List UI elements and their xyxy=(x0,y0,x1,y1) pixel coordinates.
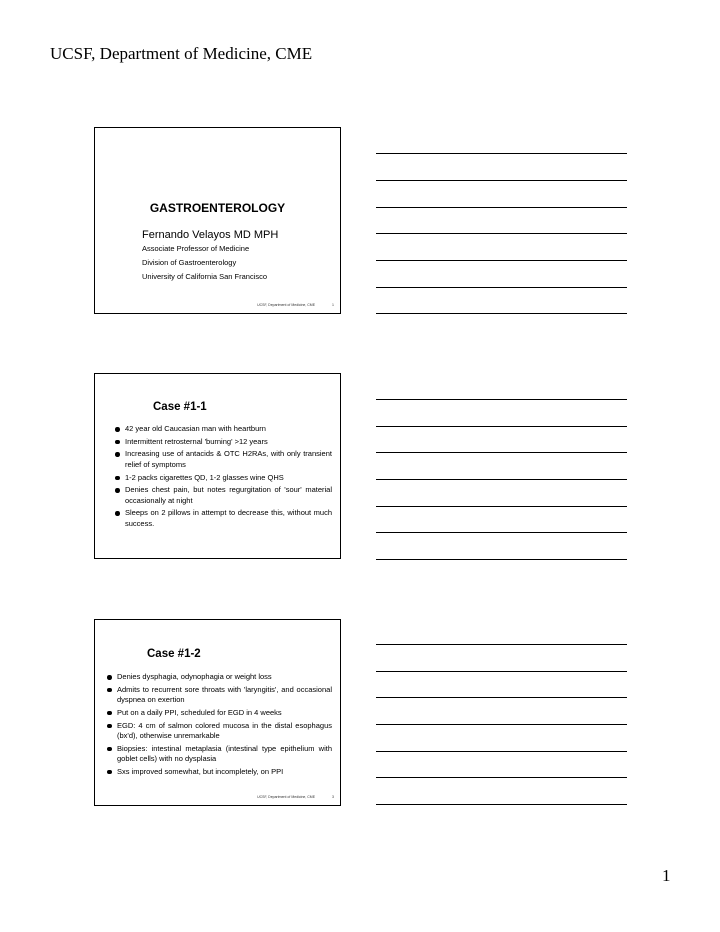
list-item xyxy=(115,508,332,529)
notes-line xyxy=(376,207,627,208)
slide-title: GASTROENTEROLOGY xyxy=(149,201,286,215)
slide-footer-text: UCSF, Department of Medicine, CME xyxy=(257,795,316,799)
notes-line xyxy=(376,532,627,533)
list-item xyxy=(115,424,332,435)
notes-line xyxy=(376,804,627,805)
notes-line xyxy=(376,180,627,181)
notes-line xyxy=(376,452,627,453)
bullet-icon xyxy=(115,488,120,493)
list-item-text: Admits to recurrent sore throats with 'laryngitis', and occasional dyspnea on exertion xyxy=(117,684,332,705)
list-item xyxy=(107,744,332,765)
list-item xyxy=(107,672,332,683)
list-item-text: Intermittent retrosternal 'burning' >12 years xyxy=(125,436,268,446)
notes-line xyxy=(376,751,627,752)
bullet-icon xyxy=(107,711,112,716)
presenter-title: Associate Professor of Medicine xyxy=(142,244,250,253)
list-item xyxy=(115,473,332,484)
page-header: UCSF, Department of Medicine, CME xyxy=(50,44,313,63)
list-item xyxy=(107,767,332,778)
page-number: 1 xyxy=(662,866,671,885)
notes-line xyxy=(376,233,627,234)
notes-line xyxy=(376,153,627,154)
bullet-icon xyxy=(107,747,112,752)
bullet-icon xyxy=(107,675,112,680)
slide-1 xyxy=(94,127,341,314)
notes-line xyxy=(376,724,627,725)
list-item-text: EGD: 4 cm of salmon colored mucosa in the distal esophagus (bx'd), otherwise unremarkable xyxy=(117,720,332,741)
slide-2 xyxy=(94,373,341,559)
list-item-text: Sleeps on 2 pillows in attempt to decrease this, without much success. xyxy=(125,508,332,528)
slide-3 xyxy=(94,619,341,806)
list-item-text: 42 year old Caucasian man with heartburn xyxy=(125,424,266,433)
slide-title: Case #1-2 xyxy=(147,648,201,660)
bullet-icon xyxy=(115,427,120,432)
bullet-icon xyxy=(107,770,112,775)
list-item-text: Denies chest pain, but notes regurgitation of 'sour' material occasionally at night xyxy=(125,485,332,505)
list-item xyxy=(115,485,332,506)
bullet-list xyxy=(115,424,332,532)
bullet-icon xyxy=(115,452,120,457)
bullet-list xyxy=(107,672,332,780)
notes-line xyxy=(376,287,627,288)
bullet-icon xyxy=(107,688,112,693)
bullet-icon xyxy=(115,440,120,445)
list-item xyxy=(107,685,332,706)
bullet-icon xyxy=(115,476,120,481)
list-item-text: Increasing use of antacids & OTC H2RAs, with only transient relief of symptoms xyxy=(125,449,332,469)
notes-line xyxy=(376,260,627,261)
list-item xyxy=(115,449,332,470)
slide-footer-text: UCSF, Department of Medicine, CME xyxy=(257,303,316,307)
list-item-text: 1-2 packs cigarettes QD, 1-2 glasses wine QHS xyxy=(125,472,284,482)
list-item-text: Sxs improved somewhat, but incompletely, on PPI xyxy=(117,766,284,776)
list-item-text: Put on a daily PPI, scheduled for EGD in 4 weeks xyxy=(117,707,282,717)
slide-footer xyxy=(95,795,334,799)
notes-line xyxy=(376,426,627,427)
notes-line xyxy=(376,559,627,560)
slide-title: Case #1-1 xyxy=(153,401,207,413)
notes-line xyxy=(376,506,627,507)
slide-number: 3 xyxy=(332,795,334,799)
bullet-icon xyxy=(115,511,120,516)
notes-line xyxy=(376,313,627,314)
list-item-text: Denies dysphagia, odynophagia or weight loss xyxy=(117,672,272,681)
notes-line xyxy=(376,671,627,672)
bullet-icon xyxy=(107,724,112,729)
list-item-text: Biopsies: intestinal metaplasia (intestinal type epithelium with goblet cells) with no dysplasia xyxy=(117,743,332,764)
notes-line xyxy=(376,697,627,698)
list-item xyxy=(107,708,332,719)
presenter-institution: University of California San Francisco xyxy=(142,272,268,281)
notes-line xyxy=(376,399,627,400)
list-item xyxy=(115,437,332,448)
presenter-division: Division of Gastroenterology xyxy=(142,258,237,267)
notes-line xyxy=(376,777,627,778)
slide-number: 1 xyxy=(332,303,334,307)
presenter-name: Fernando Velayos MD MPH xyxy=(142,229,279,241)
notes-line xyxy=(376,644,627,645)
list-item xyxy=(107,721,332,742)
notes-line xyxy=(376,479,627,480)
slide-footer xyxy=(95,303,334,307)
